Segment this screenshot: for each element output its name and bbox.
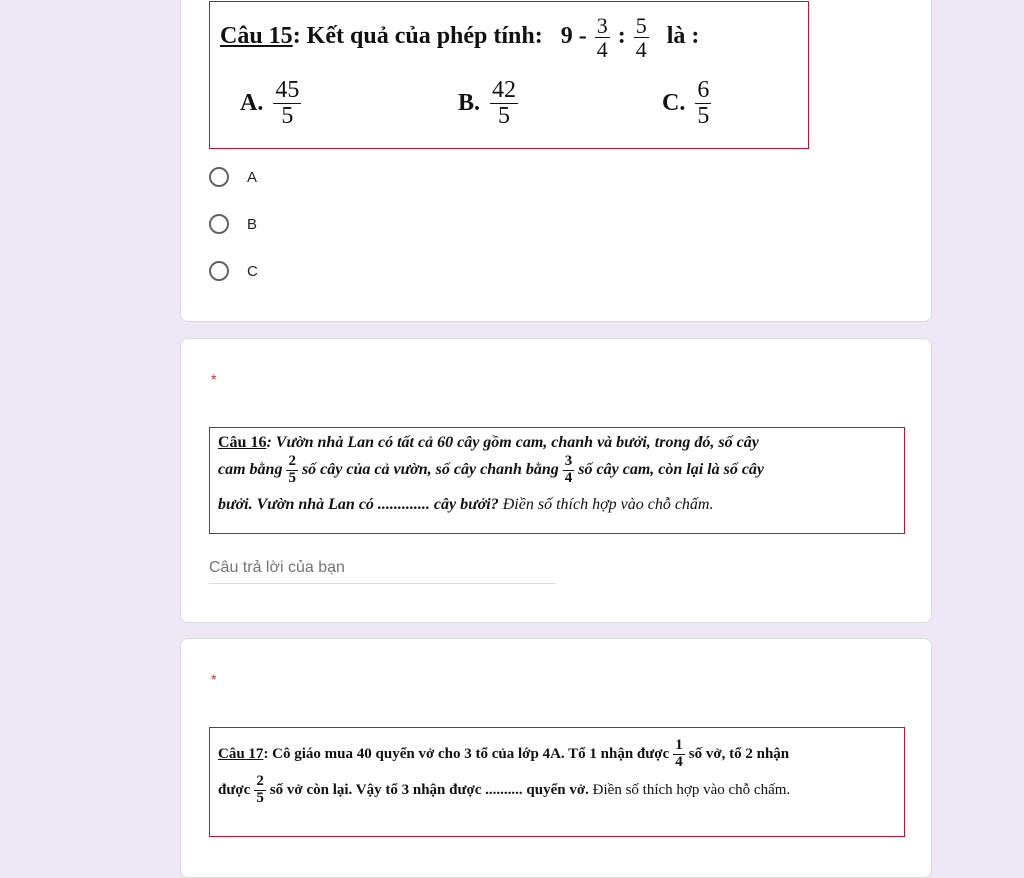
fraction-1-4: $\frac{1}{4}$ [675,737,683,770]
answer-input[interactable]: Câu trả lời của bạn [209,559,556,584]
question-17-image: Câu 17 : Cô giáo mua 40 quyển vở cho 3 tổ của lớp 4A. Tổ 1 nhận được $\frac{1}{4}$ số vở, tổ 2 nhận được $\frac{2}{5}$ số vở còn lại. Vậy tổ 3 nhận được .......... quyển vở. Điền số thích hợp vào chỗ chấm. [209,727,905,837]
choice-b: B. $\frac{42}{5}$ [458,77,517,130]
question-card-16 [180,338,932,623]
choice-c: C. $\frac{6}{5}$ [662,77,710,130]
fraction-5-4: $\frac{5}{4}$ [635,13,647,63]
question-16-label: Câu 16 [218,434,267,451]
option-b-label: B [247,215,258,233]
question-17-label: Câu 17 [218,745,264,762]
fraction-3-4: $\frac{3}{4}$ [564,453,573,486]
option-a-label: A [247,168,258,186]
required-asterisk: * [211,671,217,687]
radio-b[interactable] [209,214,229,234]
option-c-label: C [247,262,258,280]
fraction-2-5: $\frac{2}{5}$ [256,773,264,806]
option-a[interactable] [209,167,257,187]
question-15-image [209,1,809,149]
question-16-image: Câu 16: Vườn nhà Lan có tất cả 60 cây gồm cam, chanh và bưởi, trong đó, số cây cam bằng $\frac{2}{5}$ số cây của cả vườn, số cây chanh bằng $\frac{3}{4}$ số cây cam, còn lại là số cây bưởi. Vườn nhà Lan có ............. cây bưởi? Điền số thích hợp vào chỗ chấm. [209,427,905,534]
question-card-15 [180,0,932,322]
question-15-label: Câu 15 [220,23,293,50]
option-c[interactable] [209,261,258,281]
fraction-3-4: $\frac{3}{4}$ [596,13,608,63]
question-card-17 [180,638,932,878]
choice-a: A. $\frac{45}{5}$ [240,77,300,130]
radio-c[interactable] [209,261,229,281]
radio-a[interactable] [209,167,229,187]
question-15-stem: Câu 15: Kết quả của phép tính: 9 - $\frac{3}{4}$ : $\frac{5}{4}$ là : [220,13,700,63]
option-b[interactable] [209,214,257,234]
fraction-2-5: $\frac{2}{5}$ [288,453,296,486]
required-asterisk: * [211,371,217,387]
